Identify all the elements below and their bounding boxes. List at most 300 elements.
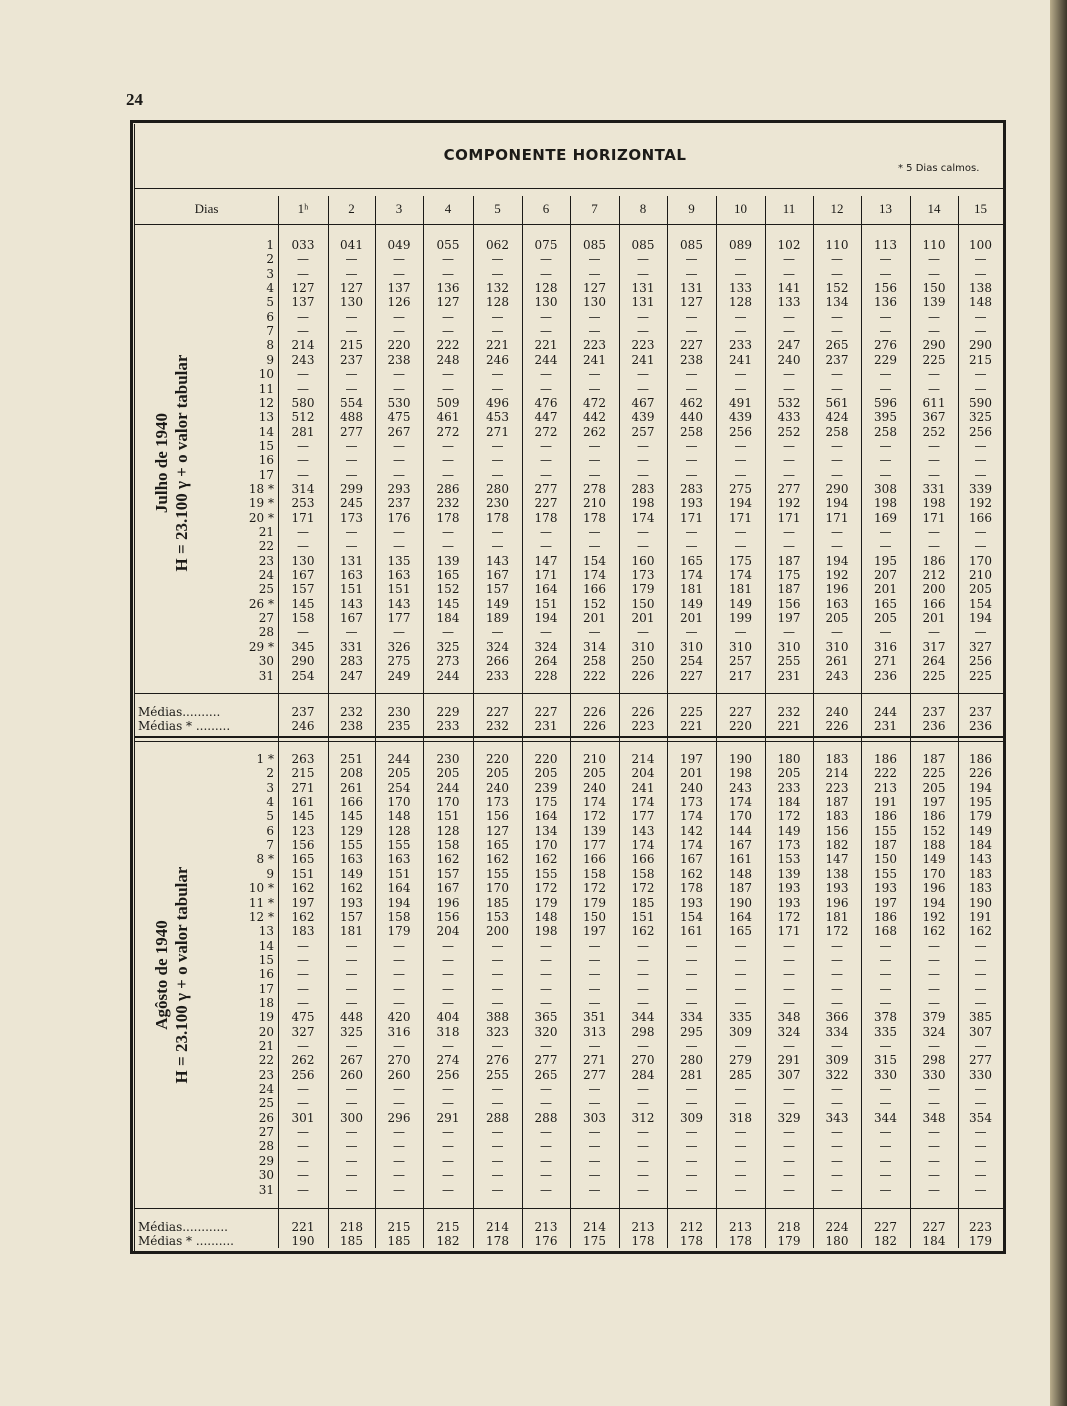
table-cell: 170	[922, 866, 946, 881]
table-cell: 271	[874, 654, 897, 669]
table-cell: 127	[436, 295, 460, 310]
table-cell: 210	[583, 752, 606, 766]
table-cell: —	[540, 1125, 552, 1140]
table-cell: 229	[874, 352, 897, 367]
table-cell: —	[588, 525, 601, 539]
table-cell: 475	[291, 1010, 315, 1025]
table-cell: —	[831, 1125, 843, 1140]
table-cell: 448	[340, 1010, 363, 1025]
table-cell: —	[345, 625, 358, 640]
table-cell: 127	[340, 281, 363, 296]
table-cell: —	[974, 981, 987, 996]
table-cell: 310	[729, 639, 752, 654]
table-cell: 291	[436, 1110, 460, 1125]
table-cell: —	[491, 266, 504, 281]
table-cell: —	[783, 381, 795, 396]
table-cell: 110	[922, 238, 946, 252]
table-cell: —	[637, 625, 649, 640]
table-cell: —	[879, 625, 892, 640]
table-cell: —	[393, 1125, 405, 1140]
table-cell: 303	[583, 1110, 606, 1125]
table-cell: —	[928, 266, 940, 281]
table-cell: 288	[486, 1110, 509, 1125]
table-cell: 214	[291, 338, 315, 353]
table-cell: 154	[680, 909, 703, 924]
table-cell: —	[393, 525, 405, 539]
table-cell: 165	[874, 596, 897, 611]
table-cell: 186	[922, 809, 946, 824]
table-cell: 212	[922, 568, 946, 583]
table-cell: 170	[729, 809, 752, 824]
table-cell: 187	[777, 553, 801, 568]
table-cell: 170	[387, 795, 411, 810]
table-cell: 184	[436, 611, 460, 626]
table-cell: 261	[340, 780, 363, 795]
table-cell: 327	[291, 1024, 315, 1039]
table-cell: —	[974, 1082, 987, 1097]
means-calm-cell: 221	[680, 719, 703, 733]
table-cell: 245	[340, 496, 363, 511]
table-cell: 314	[291, 481, 315, 496]
table-cell: 439	[729, 410, 752, 425]
table-cell: 248	[436, 352, 460, 367]
table-cell: 156	[874, 281, 897, 296]
table-cell: —	[297, 252, 309, 267]
table-cell: 155	[874, 866, 897, 881]
table-cell: 174	[729, 568, 752, 583]
table-cell: —	[540, 625, 552, 640]
means-cell: 244	[874, 705, 897, 719]
table-cell: —	[974, 952, 987, 967]
table-cell: —	[879, 995, 892, 1010]
table-cell: 210	[969, 568, 992, 583]
table-cell: 062	[486, 238, 509, 252]
table-cell: 128	[436, 823, 460, 838]
table-cell: —	[393, 1182, 405, 1197]
table-cell: 162	[969, 924, 992, 939]
table-cell: —	[588, 938, 601, 953]
table-cell: 293	[387, 481, 411, 496]
table-cell: —	[831, 1168, 843, 1183]
table-cell: 194	[922, 895, 946, 910]
table-cell: 198	[922, 496, 946, 511]
table-cell: —	[297, 1125, 309, 1140]
table-cell: 155	[486, 866, 509, 881]
table-cell: —	[928, 309, 940, 324]
table-cell: —	[297, 324, 309, 339]
table-cell: 214	[631, 752, 655, 766]
table-cell: —	[637, 1139, 649, 1154]
table-cell: —	[588, 324, 601, 339]
table-cell: —	[345, 967, 358, 982]
table-cell: 261	[825, 654, 849, 669]
table-cell: 461	[436, 410, 460, 425]
means-calm-cell: 231	[534, 719, 558, 733]
table-cell: 171	[777, 924, 801, 939]
table-cell: —	[345, 1082, 358, 1097]
day-label: 12 *	[248, 909, 274, 924]
table-cell: 162	[534, 852, 558, 867]
table-cell: 184	[969, 838, 992, 853]
table-cell: —	[442, 525, 454, 539]
table-cell: —	[928, 625, 940, 640]
table-cell: —	[491, 1082, 504, 1097]
table-cell: —	[974, 266, 987, 281]
table-cell: 085	[583, 238, 606, 252]
table-cell: 160	[631, 553, 655, 568]
table-cell: 256	[436, 1067, 460, 1082]
table-cell: 260	[387, 1067, 411, 1082]
table-cell: 215	[340, 338, 363, 353]
table-cell: 226	[631, 668, 655, 683]
header-hour: 10	[734, 201, 747, 216]
table-cell: 162	[631, 924, 655, 939]
table-cell: 213	[874, 780, 897, 795]
table-cell: 316	[874, 639, 897, 654]
table-cell: —	[974, 1039, 987, 1053]
means-calm-cell: 184	[922, 1234, 946, 1248]
table-cell: 290	[969, 338, 992, 353]
table-cell: 388	[486, 1010, 509, 1025]
table-cell: 181	[729, 582, 752, 597]
table-cell: —	[442, 1153, 454, 1168]
table-cell: —	[297, 625, 309, 640]
table-cell: 166	[340, 795, 363, 810]
table-cell: —	[297, 967, 309, 982]
table-cell: 175	[534, 795, 558, 810]
table-cell: 239	[534, 780, 558, 795]
july-formula-label: H = 23.100 γ + o valor tabular	[172, 354, 191, 572]
table-cell: 195	[969, 795, 992, 810]
table-cell: —	[637, 266, 649, 281]
table-cell: —	[734, 438, 747, 453]
table-cell: 252	[777, 424, 801, 439]
table-cell: 298	[922, 1053, 946, 1068]
table-cell: —	[345, 539, 358, 554]
table-cell: 266	[486, 654, 509, 669]
table-cell: —	[974, 309, 987, 324]
table-cell: 276	[874, 338, 897, 353]
table-cell: 163	[340, 852, 363, 867]
table-cell: 228	[534, 668, 558, 683]
day-label: 11	[258, 381, 274, 396]
means-cell: 229	[436, 705, 460, 719]
means-calm-cell: 221	[777, 719, 801, 733]
table-cell: 167	[680, 852, 703, 867]
table-cell: 157	[291, 582, 315, 597]
table-cell: 596	[874, 395, 897, 410]
table-cell: —	[734, 324, 747, 339]
table-cell: 130	[291, 553, 315, 568]
table-cell: 223	[583, 338, 606, 353]
table-cell: —	[345, 1039, 358, 1053]
table-cell: —	[783, 1125, 795, 1140]
table-cell: 041	[340, 238, 363, 252]
table-cell: —	[588, 467, 601, 482]
table-cell: 139	[436, 553, 460, 568]
day-label: 30	[258, 654, 274, 669]
table-cell: —	[974, 1182, 987, 1197]
table-cell: —	[540, 1153, 552, 1168]
table-cell: 327	[969, 639, 992, 654]
table-cell: —	[491, 1153, 504, 1168]
day-label: 1 *	[256, 752, 274, 766]
table-cell: 243	[291, 352, 315, 367]
table-cell: 113	[874, 238, 897, 252]
table-cell: —	[491, 1139, 504, 1154]
table-cell: 288	[534, 1110, 558, 1125]
means-cell: 227	[729, 705, 752, 719]
table-cell: —	[783, 438, 795, 453]
table-cell: 130	[583, 295, 606, 310]
table-cell: 174	[631, 510, 655, 525]
table-cell: 179	[631, 582, 655, 597]
table-cell: —	[974, 1125, 987, 1140]
table-cell: 187	[825, 795, 849, 810]
header-hour: 8	[639, 201, 647, 216]
day-label: 8 *	[256, 852, 274, 867]
table-cell: —	[734, 1039, 747, 1053]
table-cell: —	[637, 981, 649, 996]
table-cell: 150	[874, 852, 897, 867]
table-cell: 330	[969, 1067, 992, 1082]
august-month-label: Agôsto de 1940	[152, 920, 171, 1030]
table-cell: 173	[340, 510, 363, 525]
table-cell: 280	[486, 481, 509, 496]
table-cell: 222	[583, 668, 606, 683]
day-label: 25	[258, 582, 274, 597]
means-calm-cell: 236	[922, 719, 946, 733]
table-cell: —	[491, 438, 504, 453]
table-cell: —	[491, 1096, 504, 1111]
table-cell: 156	[486, 809, 509, 824]
table-cell: —	[928, 1168, 940, 1183]
table-cell: 172	[583, 881, 606, 896]
table-cell: 199	[729, 611, 752, 626]
table-cell: —	[734, 1153, 747, 1168]
table-cell: 220	[534, 752, 558, 766]
table-cell: —	[879, 967, 892, 982]
table-cell: —	[393, 1139, 405, 1154]
table-cell: —	[685, 1082, 698, 1097]
table-cell: —	[783, 1168, 795, 1183]
table-cell: —	[734, 1096, 747, 1111]
table-cell: —	[345, 938, 358, 953]
table-cell: 590	[969, 395, 992, 410]
table-cell: 256	[729, 424, 752, 439]
table-cell: 133	[729, 281, 752, 296]
table-cell: —	[783, 625, 795, 640]
table-cell: —	[734, 981, 747, 996]
table-cell: 150	[583, 909, 606, 924]
table-cell: 290	[922, 338, 946, 353]
day-label: 21	[258, 525, 274, 539]
day-label: 16	[258, 453, 274, 468]
table-cell: 205	[874, 611, 897, 626]
table-cell: —	[685, 1182, 698, 1197]
table-cell: 130	[534, 295, 558, 310]
table-cell: 085	[631, 238, 655, 252]
table-cell: 197	[777, 611, 801, 626]
table-cell: —	[734, 525, 747, 539]
table-cell: —	[393, 1096, 405, 1111]
table-cell: —	[588, 1082, 601, 1097]
table-cell: —	[491, 1168, 504, 1183]
table-cell: —	[540, 1039, 552, 1053]
table-cell: 230	[486, 496, 509, 511]
table-cell: —	[345, 252, 358, 267]
table-cell: 191	[969, 909, 992, 924]
table-cell: 165	[729, 924, 752, 939]
table-cell: —	[588, 381, 601, 396]
header-hour: 13	[879, 201, 892, 216]
table-cell: —	[974, 995, 987, 1010]
table-cell: 254	[680, 654, 703, 669]
table-cell: 348	[922, 1110, 946, 1125]
day-label: 31	[258, 668, 274, 683]
header-hour: 7	[591, 201, 598, 216]
table-cell: 233	[486, 668, 509, 683]
table-cell: 330	[922, 1067, 946, 1082]
table-cell: —	[442, 1082, 454, 1097]
table-cell: 256	[969, 654, 992, 669]
table-cell: 172	[534, 881, 558, 896]
table-cell: —	[734, 952, 747, 967]
table-cell: 272	[534, 424, 558, 439]
table-cell: 201	[583, 611, 606, 626]
table-cell: 223	[825, 780, 849, 795]
table-cell: 322	[825, 1067, 849, 1082]
table-cell: —	[928, 525, 940, 539]
table-cell: 139	[583, 823, 606, 838]
table-cell: 201	[680, 611, 703, 626]
august-side-label	[152, 755, 204, 1195]
table-cell: 153	[486, 909, 509, 924]
table-cell: 157	[340, 909, 363, 924]
table-cell: 192	[777, 496, 801, 511]
table-cell: 171	[922, 510, 946, 525]
day-label: 13	[258, 924, 274, 939]
means-calm-cell: 190	[291, 1234, 315, 1248]
table-cell: 155	[340, 838, 363, 853]
table-cell: —	[491, 453, 504, 468]
table-cell: 265	[534, 1067, 558, 1082]
table-cell: 163	[387, 852, 411, 867]
table-cell: —	[879, 252, 892, 267]
table-cell: 131	[631, 281, 655, 296]
table-cell: 325	[969, 410, 992, 425]
means-cell: 213	[534, 1220, 558, 1234]
table-cell: —	[685, 1096, 698, 1111]
header-rule	[135, 224, 1003, 225]
table-cell: 138	[825, 866, 849, 881]
table-cell: —	[783, 981, 795, 996]
header-hour: 11	[782, 201, 796, 216]
table-cell: —	[831, 367, 843, 382]
table-cell: 267	[340, 1053, 363, 1068]
table-cell: 155	[534, 866, 558, 881]
table-cell: —	[588, 1096, 601, 1111]
day-label: 9	[266, 352, 274, 367]
table-cell: —	[345, 324, 358, 339]
table-cell: 145	[340, 809, 363, 824]
table-cell: 192	[922, 909, 946, 924]
table-cell: —	[540, 938, 552, 953]
table-cell: 379	[922, 1010, 946, 1025]
table-cell: 143	[631, 823, 655, 838]
table-cell: —	[831, 1182, 843, 1197]
table-cell: 151	[436, 809, 460, 824]
table-cell: —	[588, 1182, 601, 1197]
table-cell: —	[974, 252, 987, 267]
table-cell: —	[540, 381, 552, 396]
august-top-rule	[135, 741, 1003, 742]
table-cell: 271	[486, 424, 509, 439]
header-hour: 12	[830, 201, 844, 216]
table-cell: 334	[680, 1010, 703, 1025]
means-cell: 215	[387, 1220, 411, 1234]
table-cell: 149	[680, 596, 703, 611]
table-cell: 554	[340, 395, 363, 410]
header-hour: 9	[688, 201, 695, 216]
table-cell: 238	[680, 352, 703, 367]
means-calm-cell: 226	[583, 719, 606, 733]
table-cell: 310	[777, 639, 801, 654]
table-cell: 192	[825, 568, 849, 583]
table-cell: —	[974, 1153, 987, 1168]
table-cell: —	[393, 952, 405, 967]
table-cell: 295	[680, 1024, 703, 1039]
day-label: 23	[258, 553, 274, 568]
means-cell: 218	[777, 1220, 801, 1234]
table-cell: 194	[387, 895, 411, 910]
table-cell: —	[637, 252, 649, 267]
day-label: 21	[258, 1039, 274, 1053]
table-cell: 205	[436, 766, 460, 781]
day-label: 31	[258, 1182, 274, 1197]
table-cell: 225	[969, 668, 992, 683]
table-cell: 205	[486, 766, 509, 781]
table-cell: —	[637, 1153, 649, 1168]
table-cell: 611	[922, 395, 946, 410]
table-cell: 170	[486, 881, 509, 896]
day-label: 11 *	[248, 895, 274, 910]
means-calm-cell: 238	[340, 719, 363, 733]
table-cell: 488	[340, 410, 363, 425]
table-cell: —	[879, 1168, 892, 1183]
table-cell: —	[637, 1039, 649, 1053]
table-cell: 237	[825, 352, 849, 367]
table-cell: —	[588, 438, 601, 453]
table-cell: —	[393, 981, 405, 996]
table-cell: —	[879, 1096, 892, 1111]
table-cell: 440	[680, 410, 703, 425]
table-cell: 254	[387, 780, 411, 795]
table-cell: —	[734, 266, 747, 281]
table-cell: —	[879, 1125, 892, 1140]
table-cell: 168	[874, 924, 897, 939]
table-cell: 233	[777, 780, 801, 795]
means-cell: 223	[969, 1220, 992, 1234]
table-cell: —	[393, 309, 405, 324]
table-cell: —	[393, 453, 405, 468]
means-calm-cell: 220	[729, 719, 752, 733]
day-label: 3	[266, 780, 274, 795]
table-cell: —	[783, 367, 795, 382]
table-cell: 157	[486, 582, 509, 597]
table-cell: 277	[534, 1053, 558, 1068]
table-cell: 318	[436, 1024, 460, 1039]
